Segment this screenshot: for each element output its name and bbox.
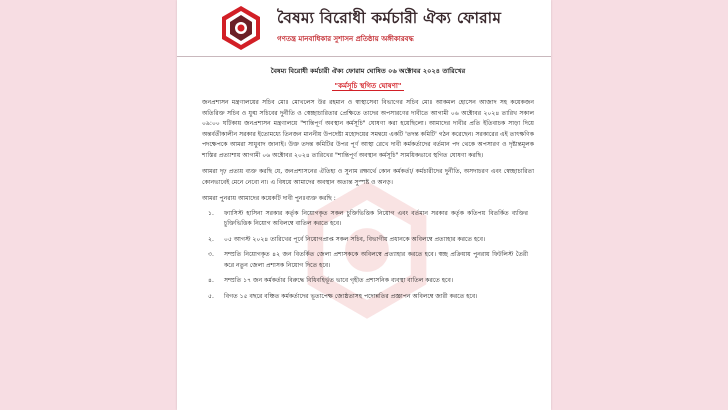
document-headline: "কর্মসূচি স্থগিত ঘোষণা" — [334, 81, 402, 90]
paragraph: আমরা দৃঢ় প্রত্যয় ব্যক্ত করছি যে, জনপ্রশাসনের ঐতিহ্য ও সুনাম রক্ষার্থে কোন কর্মকর্তা/ কর্মচারীদের দুর্নীতি, অসদাচরণ এবং স্বেচ্ছাচারিতা কোনভাবেই মেনে নেবো না। এ বিষয়ে আমাদের অবস্থান অত্যন্ত সুস্পষ্ট ও অনড়। — [202, 168, 534, 186]
demand-text: ফ্যাসিস্ট হাসিনা সরকার কর্তৃক নিয়োগকৃত সকল চুক্তিভিত্তিক নিয়োগ এবং বর্তমান সরকার কর্তৃক কতিপয় বিতর্কিত ব্যক্তির চুক্তিভিত্তিক নিয়োগ অবিলম্বে বাতিল করতে হবে। — [224, 209, 528, 227]
demand-item — [202, 276, 534, 287]
demand-text: সম্প্রতি ১৭ জন কর্মকর্তার বিরুদ্ধে বিধিবহির্ভূত ভাবে গৃহীত প্রশাসনিক ব্যবস্থা বাতিল করতে হবে। — [224, 277, 454, 284]
org-name: বৈষম্য বিরোধী কর্মচারী ঐক্য ফোরাম — [277, 8, 502, 27]
demand-item — [202, 250, 534, 271]
demands-intro: আমরা পুনরায় আমাদের কয়েকটি দাবী পুনঃব্যক্ত করছি : — [202, 195, 336, 202]
hexagon-logo-icon — [217, 4, 265, 52]
document-body — [202, 60, 534, 307]
demand-number: ৪. — [208, 277, 214, 284]
org-tagline: গণতন্ত্র মানবাধিকার সুশাসন প্রতিষ্ঠায় অঙ্গীকারবদ্ধ — [277, 35, 414, 43]
demand-item — [202, 235, 534, 246]
paragraph: জনপ্রশাসন মন্ত্রণালয়ের সচিব মোঃ মোখলেস উর রহমান ও স্বাস্থ্যসেবা বিভাগের সচিব মোঃ আকমল হোসেন আজাদ সহ কয়েকজন অতিরিক্ত সচিব ও যুগ্ম সচিবের দুর্নীতি ও স্বেচ্ছাচারিতার প্রেক্ষিতে তাদের অপসারণের দাবীতে আগামী ০৬ অক্টোবর ২০২৪ তারিখ সকাল ০৯:০০ ঘটিকায় জনপ্রশাসন মন্ত্রণালয়ে "শান্তিপূর্ণ অবস্থান কর্মসূচি" ঘোষণা করা হয়েছিলো। আমাদের দাবীর প্রতি ইতিবাচক সাড়া দিয়ে অন্তর্বর্তীকালীন সরকার ইতোমধ্যে তিনজন মাননীয় উপদেষ্টা মহোদয়ের সমন্বয়ে একটি 'তদন্ত কমিটি' গঠন করেছেন। সরকারের এই তাৎক্ষণিক পদক্ষেপকে আমরা সাধুবাদ জানাই। উক্ত তদন্ত কমিটির উপর পূর্ণ আস্থা রেখে দাবী কর্মকর্তাদের বর্তমান পদ থেকে অপসারণ ও দৃষ্টান্তমূলক শাস্তির প্রত্যাশায় আগামী ০৬ অক্টোবর ২০২৪ তারিখের "শান্তিপূর্ণ অবস্থান কর্মসূচি" সাময়িকভাবে স্থগিত ঘোষণা করছি। — [202, 99, 534, 159]
demand-text: সম্প্রতি নিয়োগকৃত ৪২ জন বিতর্কিত জেলা প্রশাসককে অবিলম্বে প্রত্যাহার করতে হবে। স্বচ্ছ প্রক্রিয়ায় পুনরায় ফিটলিস্ট তৈরী করে নতুন জেলা প্রশাসক নিয়োগ দিতে হবে। — [224, 251, 528, 269]
letterhead — [177, 0, 551, 57]
demand-number: ২. — [208, 235, 214, 243]
demand-number: ১. — [208, 209, 214, 217]
document-page — [177, 0, 551, 410]
demand-text: বিগত ১৫ বছরে বঞ্চিত কর্মকর্তাদের ভূতাপেক্ষ জ্যেষ্ঠতাসহ পদোন্নতির প্রজ্ঞাপন অবিলম্বে জারী করতে হবে। — [224, 292, 478, 300]
headline-wrap — [202, 81, 534, 93]
demand-text: ০৫ আগস্ট ২০২৪ তারিখের পূর্বে নিয়োগপ্রাপ্ত সকল সচিব, বিভাগীয় প্রধানকে অবিলম্বে প্রত্যাহার করতে হবে। — [224, 235, 486, 243]
demand-item — [202, 209, 534, 230]
demand-number: ৩. — [208, 251, 214, 258]
document-heading: বৈষম্য বিরোধী কর্মচারী ঐক্য ফোরাম ঘোষিত ০৬ অক্টোবর ২০২৪ তারিখের — [270, 67, 466, 75]
demand-number: ৫. — [208, 292, 214, 300]
demand-item — [202, 292, 534, 303]
demands-list — [202, 209, 534, 303]
